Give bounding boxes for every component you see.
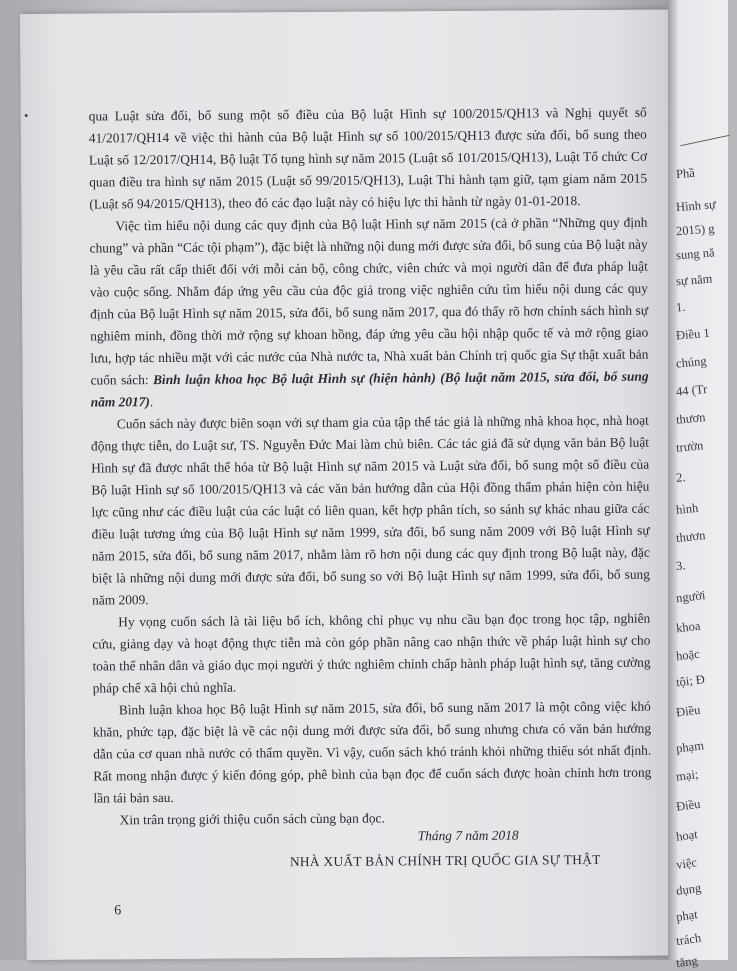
next-page-fragment: 3.: [675, 558, 687, 574]
next-page-fragment: dụng: [675, 880, 702, 898]
paragraph-2-text: Việc tìm hiểu nội dung các quy định của Bộ luật Hình sự năm 2015 (cả ở phần “Những quy định chung” và phần “Các tội phạm”), đặc biệt là những nội dung mới được sửa đổi, bổ sung của Bộ luật này là yêu cầu rất cấp thiết đối với mỗi cán bộ, công chức, viên chức và mọi người dân để đưa pháp luật vào cuộc sống. Nhằm đáp ứng yêu cầu của độc giả trong việc nghiên cứu tìm hiểu nội dung các quy định của Bộ luật Hình sự năm 2015, sửa đổi, bổ sung năm 2017, qua đó thấy rõ hơn chính sách hình sự nghiêm minh, đồng thời mở rộng sự khoan hồng, đáp ứng yêu cầu hội nhập quốc tế và mở rộng giao lưu, hợp tác nhiều mặt với các nước của Nhà nước ta, Nhà xuất bản Chính trị quốc gia Sự thật xuất bản cuốn sách:: [89, 214, 649, 388]
paragraph-2-tail: .: [149, 394, 154, 410]
next-page-fragment: thươn: [675, 410, 706, 427]
next-page-fragment: sự năm: [675, 271, 713, 289]
next-page-fragment: thươn: [675, 528, 707, 546]
next-page-fragment: 1.: [675, 299, 686, 315]
page-speck: [25, 114, 28, 117]
next-page-fragment: tăng: [675, 953, 699, 971]
next-page-fragment: Điều: [675, 796, 702, 814]
signature-publisher: NHÀ XUẤT BẢN CHÍNH TRỊ QUỐC GIA SỰ THẬT: [289, 851, 601, 870]
next-page-fragment: Điều 1: [675, 325, 711, 343]
signature-date: Tháng 7 năm 2018: [417, 827, 519, 844]
next-page-fragment: hoặc: [675, 646, 701, 664]
next-page-fragment: hoạt: [675, 827, 699, 844]
next-page-fragment: sung nă: [675, 245, 716, 263]
next-page-fragment: trách: [675, 930, 702, 949]
book-page: [20, 9, 677, 960]
next-page-fragment: hình: [675, 500, 699, 517]
next-page-fragment: việc: [675, 855, 698, 872]
next-page-fragment: Hình sự: [675, 197, 717, 215]
book-title-emphasis: Bình luận khoa học Bộ luật Hình sự (hiện hành) (Bộ luật năm 2015, sửa đổi, bổ sung năm 2017): [90, 368, 649, 410]
next-page-fragment: trườn: [675, 438, 704, 455]
next-page-fragment: phạt: [675, 907, 699, 925]
paragraph-2: [89, 212, 648, 414]
next-page-fragment: mại;: [675, 767, 700, 784]
paragraph-6: Xin trân trọng giới thiệu cuốn sách cùng bạn đọc.: [119, 810, 385, 828]
next-page-fragment: tội; Đ: [675, 672, 706, 690]
next-page-edge: [668, 0, 728, 971]
next-page-fragment: chúng: [675, 353, 708, 371]
paragraph-4: Hy vọng cuốn sách là tài liệu bổ ích, không chỉ phục vụ nhu cầu bạn đọc trong học tập, nghiên cứu, giảng dạy và hoạt động thực tiễn mà còn góp phần nâng cao nhận thức về pháp luật hình sự cho toàn thể nhân dân và giáo dục mọi người ý thức nghiêm chỉnh chấp hành pháp luật hình sự, tăng cường pháp chế xã hội chủ nghĩa.: [92, 610, 651, 696]
next-page-fragment: Phầ: [675, 165, 696, 182]
next-page-fragment: người: [675, 588, 707, 606]
next-page-fragment: phạm: [675, 738, 705, 756]
next-page-rule: [680, 135, 729, 146]
next-page-fragment: 2015) g: [675, 221, 716, 239]
next-page-fragment: 2.: [675, 470, 687, 485]
page-number: 6: [114, 903, 122, 919]
next-page-fragment: 44 (Tr: [675, 381, 708, 399]
paragraph-5: Bình luận khoa học Bộ luật Hình sự năm 2015, sửa đổi, bổ sung năm 2017 là một công việc khó khăn, phức tạp, đặc biệt là về các nội dung mới được sửa đổi, bổ sung nhưng chưa có văn bản hướng dẫn của cơ quan nhà nước có thẩm quyền. Vì vậy, cuốn sách khó tránh khỏi những thiếu sót nhất định. Rất mong nhận được ý kiến đóng góp, phê bình của bạn đọc để cuốn sách được hoàn chỉnh hơn trong lần tái bản sau.: [92, 698, 652, 806]
next-page-fragment: khoa: [675, 618, 702, 636]
next-page-fragment: Điều: [675, 702, 702, 720]
body-text: [89, 102, 652, 832]
paragraph-3: Cuốn sách này được biên soạn với sự tham gia của tập thể tác giả là những nhà khoa học, nhà hoạt động thực tiễn, do Luật sư, TS. Nguyễn Đức Mai làm chủ biên. Các tác giả đã sử dụng văn bản Bộ luật Hình sự đã được nhất thể hóa từ Bộ luật Hình sự năm 2015 và Luật sửa đổi, bổ sung một số điều của Bộ luật Hình sự số 100/2015/QH13 và các văn bản hướng dẫn của Hội đồng thẩm phán hiện còn hiệu lực cũng như các điều luật của các luật có liên quan, kết hợp phân tích, so sánh sự khác nhau giữa các điều luật tương ứng của Bộ luật Hình sự năm 1999, sửa đổi, bổ sung năm 2009 với Bộ luật Hình sự năm 2015, sửa đổi, bổ sung năm 2017, nhằm làm rõ hơn nội dung các quy định trong Bộ luật này, đặc biệt là những nội dung mới được sửa đổi, bổ sung so với Bộ luật Hình sự năm 1999, sửa đổi, bổ sung năm 2009.: [90, 412, 650, 608]
paragraph-1: qua Luật sửa đổi, bổ sung một số điều của Bộ luật Hình sự 100/2015/QH13 và Nghị quyết số 41/2017/QH14 về việc thi hành của Bộ luật Hình sự số 100/2015/QH13 được sửa đổi, bổ sung theo Luật số 12/2017/QH14, Bộ luật Tố tụng hình sự năm 2015 (Luật số 101/2015/QH13), Luật Tổ chức Cơ quan điều tra hình sự năm 2015 (Luật số 99/2015/QH13), Luật Thi hành tạm giữ, tạm giam năm 2015 (Luật số 94/2015/QH13), theo đó các đạo luật này có hiệu lực thi hành từ ngày 01-01-2018.: [88, 104, 648, 212]
